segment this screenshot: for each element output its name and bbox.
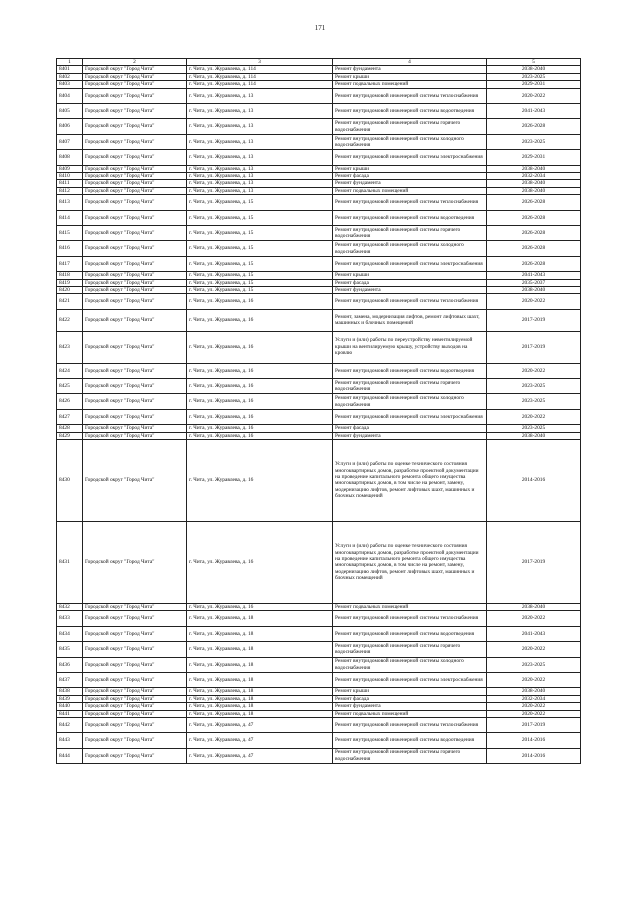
cell-row-number: 8412 — [57, 187, 83, 194]
cell-row-number: 8425 — [57, 378, 83, 393]
cell-municipality: Городской округ "Город Чита" — [83, 286, 187, 293]
cell-period: 2026-2028 — [487, 119, 581, 134]
cell-period: 2038-2040 — [487, 187, 581, 194]
cell-row-number: 8442 — [57, 717, 83, 732]
cell-address: г. Чита, ул. Журавлева, д. 16 — [187, 432, 333, 439]
cell-row-number: 8409 — [57, 165, 83, 172]
table-row — [57, 309, 581, 331]
cell-municipality: Городской округ "Город Чита" — [83, 241, 187, 256]
cell-period: 2029-2031 — [487, 81, 581, 88]
cell-address: г. Чита, ул. Журавлева, д. 16 — [187, 439, 333, 521]
cell-municipality: Городской округ "Город Чита" — [83, 611, 187, 626]
cell-work-type: Ремонт крыши — [333, 165, 487, 172]
table-row — [57, 187, 581, 194]
cell-municipality: Городской округ "Город Чита" — [83, 309, 187, 331]
table-row — [57, 172, 581, 179]
cell-work-type: Ремонт внутридомовой инженерной системы горячего водоснабжения — [333, 225, 487, 240]
cell-row-number: 8444 — [57, 748, 83, 763]
cell-address: г. Чита, ул. Журавлева, д. 16 — [187, 409, 333, 424]
cell-work-type: Ремонт фасада — [333, 279, 487, 286]
table-row — [57, 432, 581, 439]
cell-municipality: Городской округ "Город Чита" — [83, 172, 187, 179]
column-header-5: 5 — [487, 59, 581, 66]
cell-work-type: Ремонт фасада — [333, 425, 487, 432]
cell-period: 2023-2025 — [487, 394, 581, 409]
table-row — [57, 210, 581, 225]
cell-row-number: 8431 — [57, 521, 83, 603]
cell-municipality: Городской округ "Город Чита" — [83, 272, 187, 279]
cell-work-type: Ремонт фундамента — [333, 703, 487, 710]
cell-address: г. Чита, ул. Журавлева, д. 18 — [187, 611, 333, 626]
cell-address: г. Чита, ул. Журавлева, д. 16 — [187, 294, 333, 309]
cell-address: г. Чита, ул. Журавлева, д. 13 — [187, 88, 333, 103]
cell-work-type: Ремонт внутридомовой инженерной системы водоотведения — [333, 733, 487, 748]
cell-address: г. Чита, ул. Журавлева, д. 13 — [187, 187, 333, 194]
table-row — [57, 748, 581, 763]
cell-address: г. Чита, ул. Журавлева, д. 15 — [187, 225, 333, 240]
table-row — [57, 657, 581, 672]
cell-address: г. Чита, ул. Журавлева, д. 15 — [187, 256, 333, 271]
repair-schedule-table — [56, 58, 581, 764]
cell-municipality: Городской округ "Город Чита" — [83, 603, 187, 610]
cell-row-number: 8436 — [57, 657, 83, 672]
cell-row-number: 8432 — [57, 603, 83, 610]
cell-row-number: 8420 — [57, 286, 83, 293]
cell-period: 2038-2040 — [487, 603, 581, 610]
cell-address: г. Чита, ул. Журавлева, д. 13 — [187, 134, 333, 149]
cell-address: г. Чита, ул. Журавлева, д. 13 — [187, 150, 333, 165]
cell-period: 2020-2022 — [487, 703, 581, 710]
cell-period: 2020-2022 — [487, 672, 581, 687]
cell-address: г. Чита, ул. Журавлева, д. 15 — [187, 272, 333, 279]
cell-row-number: 8413 — [57, 195, 83, 210]
table-row — [57, 611, 581, 626]
table-row — [57, 710, 581, 717]
cell-period: 2026-2028 — [487, 225, 581, 240]
cell-municipality: Городской округ "Город Чита" — [83, 717, 187, 732]
cell-work-type: Ремонт внутридомовой инженерной системы горячего водоснабжения — [333, 119, 487, 134]
cell-period: 2020-2022 — [487, 363, 581, 378]
cell-row-number: 8414 — [57, 210, 83, 225]
cell-period: 2032-2034 — [487, 695, 581, 702]
cell-row-number: 8407 — [57, 134, 83, 149]
cell-municipality: Городской округ "Город Чита" — [83, 195, 187, 210]
cell-row-number: 8439 — [57, 695, 83, 702]
column-header-2: 2 — [83, 59, 187, 66]
cell-work-type: Ремонт внутридомовой инженерной системы водоотведения — [333, 104, 487, 119]
cell-work-type: Ремонт внутридомовой инженерной системы электроснабжения — [333, 409, 487, 424]
cell-municipality: Городской округ "Город Чита" — [83, 748, 187, 763]
table-row — [57, 439, 581, 521]
cell-address: г. Чита, ул. Журавлева, д. 16 — [187, 521, 333, 603]
cell-row-number: 8417 — [57, 256, 83, 271]
table-row — [57, 165, 581, 172]
cell-work-type: Ремонт, замена, модернизация лифтов, ремонт лифтовых шахт, машинных и блочных помещений — [333, 309, 487, 331]
cell-row-number: 8437 — [57, 672, 83, 687]
cell-address: г. Чита, ул. Журавлева, д. 18 — [187, 695, 333, 702]
cell-municipality: Городской округ "Город Чита" — [83, 425, 187, 432]
cell-work-type: Ремонт фасада — [333, 172, 487, 179]
cell-work-type: Ремонт внутридомовой инженерной системы холодного водоснабжения — [333, 241, 487, 256]
cell-address: г. Чита, ул. Журавлева, д. 15 — [187, 241, 333, 256]
cell-row-number: 8429 — [57, 432, 83, 439]
table-row — [57, 642, 581, 657]
cell-row-number: 8430 — [57, 439, 83, 521]
cell-period: 2038-2040 — [487, 66, 581, 73]
table-row — [57, 695, 581, 702]
cell-address: г. Чита, ул. Журавлева, д. 16 — [187, 425, 333, 432]
cell-period: 2020-2022 — [487, 294, 581, 309]
table-row — [57, 104, 581, 119]
cell-municipality: Городской округ "Город Чита" — [83, 521, 187, 603]
cell-period: 2020-2022 — [487, 409, 581, 424]
cell-address: г. Чита, ул. Журавлева, д. 16 — [187, 331, 333, 363]
cell-municipality: Городской округ "Город Чита" — [83, 210, 187, 225]
cell-row-number: 8402 — [57, 73, 83, 80]
cell-period: 2017-2019 — [487, 331, 581, 363]
cell-address: г. Чита, ул. Журавлева, д. 13 — [187, 104, 333, 119]
cell-municipality: Городской округ "Город Чита" — [83, 378, 187, 393]
cell-municipality: Городской округ "Город Чита" — [83, 88, 187, 103]
table-row — [57, 733, 581, 748]
cell-address: г. Чита, ул. Журавлева, д. 18 — [187, 672, 333, 687]
cell-work-type: Ремонт подвальных помещений — [333, 187, 487, 194]
column-header-4: 4 — [333, 59, 487, 66]
cell-address: г. Чита, ул. Журавлева, д. 13 — [187, 119, 333, 134]
table-row — [57, 703, 581, 710]
cell-row-number: 8411 — [57, 180, 83, 187]
cell-period: 2023-2025 — [487, 378, 581, 393]
table-body — [57, 66, 581, 764]
cell-work-type: Ремонт крыши — [333, 688, 487, 695]
cell-address: г. Чита, ул. Журавлева, д. 16 — [187, 394, 333, 409]
cell-row-number: 8443 — [57, 733, 83, 748]
cell-period: 2038-2040 — [487, 688, 581, 695]
table-row — [57, 626, 581, 641]
table-row — [57, 286, 581, 293]
cell-row-number: 8426 — [57, 394, 83, 409]
cell-address: г. Чита, ул. Журавлева, д. 18 — [187, 688, 333, 695]
cell-row-number: 8423 — [57, 331, 83, 363]
cell-address: г. Чита, ул. Журавлева, д. 47 — [187, 733, 333, 748]
table-row — [57, 521, 581, 603]
cell-work-type: Ремонт фундамента — [333, 286, 487, 293]
cell-address: г. Чита, ул. Журавлева, д. 18 — [187, 626, 333, 641]
cell-row-number: 8441 — [57, 710, 83, 717]
table-row — [57, 672, 581, 687]
cell-row-number: 8403 — [57, 81, 83, 88]
cell-work-type: Ремонт внутридомовой инженерной системы водоотведения — [333, 363, 487, 378]
cell-work-type: Ремонт внутридомовой инженерной системы теплоснабжения — [333, 88, 487, 103]
cell-work-type: Услуги и (или) работы по оценке технического состояния многоквартирных домов, разработке проектной документации на проведение капитального ремонта общего имущества многоквартирных домов, в том числе на ремонт, замену, модернизацию лифтов, ремонт лифтовых шахт, машинных и блочных помещений — [333, 439, 487, 521]
cell-work-type: Ремонт внутридомовой инженерной системы теплоснабжения — [333, 717, 487, 732]
cell-work-type: Ремонт внутридомовой инженерной системы холодного водоснабжения — [333, 394, 487, 409]
cell-address: г. Чита, ул. Журавлева, д. 16 — [187, 363, 333, 378]
cell-work-type: Ремонт внутридомовой инженерной системы холодного водоснабжения — [333, 657, 487, 672]
cell-municipality: Городской округ "Город Чита" — [83, 66, 187, 73]
cell-municipality: Городской округ "Город Чита" — [83, 180, 187, 187]
cell-period: 2038-2040 — [487, 165, 581, 172]
cell-address: г. Чита, ул. Журавлева, д. 15 — [187, 279, 333, 286]
table-row — [57, 603, 581, 610]
cell-municipality: Городской округ "Город Чита" — [83, 119, 187, 134]
cell-period: 2014-2016 — [487, 439, 581, 521]
cell-municipality: Городской округ "Город Чита" — [83, 187, 187, 194]
cell-row-number: 8415 — [57, 225, 83, 240]
cell-row-number: 8435 — [57, 642, 83, 657]
cell-address: г. Чита, ул. Журавлева, д. 15 — [187, 210, 333, 225]
cell-work-type: Ремонт внутридомовой инженерной системы электроснабжения — [333, 672, 487, 687]
cell-municipality: Городской округ "Город Чита" — [83, 394, 187, 409]
table-row — [57, 717, 581, 732]
table-row — [57, 256, 581, 271]
cell-address: г. Чита, ул. Журавлева, д. 18 — [187, 710, 333, 717]
cell-municipality: Городской округ "Город Чита" — [83, 165, 187, 172]
cell-work-type: Ремонт крыши — [333, 73, 487, 80]
page-number: 171 — [314, 24, 326, 32]
table-row — [57, 378, 581, 393]
cell-municipality: Городской округ "Город Чита" — [83, 104, 187, 119]
cell-municipality: Городской округ "Город Чита" — [83, 81, 187, 88]
cell-row-number: 8438 — [57, 688, 83, 695]
cell-period: 2023-2025 — [487, 657, 581, 672]
cell-municipality: Городской округ "Город Чита" — [83, 294, 187, 309]
cell-work-type: Ремонт внутридомовой инженерной системы горячего водоснабжения — [333, 642, 487, 657]
cell-municipality: Городской округ "Город Чита" — [83, 409, 187, 424]
cell-municipality: Городской округ "Город Чита" — [83, 279, 187, 286]
cell-municipality: Городской округ "Город Чита" — [83, 150, 187, 165]
cell-row-number: 8410 — [57, 172, 83, 179]
cell-row-number: 8419 — [57, 279, 83, 286]
cell-period: 2020-2022 — [487, 642, 581, 657]
cell-work-type: Услуги и (или) работы по оценке технического состояния многоквартирных домов, разработке проектной документации на проведение капитального ремонта общего имущества многоквартирных домов, в том числе на ремонт, замену, модернизацию лифтов, ремонт лифтовых шахт, машинных и блочных помещений — [333, 521, 487, 603]
cell-work-type: Ремонт внутридомовой инженерной системы водоотведения — [333, 210, 487, 225]
cell-period: 2032-2034 — [487, 172, 581, 179]
cell-work-type: Ремонт внутридомовой инженерной системы электроснабжения — [333, 256, 487, 271]
table-row — [57, 363, 581, 378]
cell-work-type: Ремонт внутридомовой инженерной системы водоотведения — [333, 626, 487, 641]
cell-work-type: Ремонт фасада — [333, 695, 487, 702]
cell-period: 2017-2019 — [487, 309, 581, 331]
cell-work-type: Ремонт внутридомовой инженерной системы теплоснабжения — [333, 294, 487, 309]
cell-period: 2017-2019 — [487, 521, 581, 603]
cell-municipality: Городской округ "Город Чита" — [83, 703, 187, 710]
cell-work-type: Ремонт подвальных помещений — [333, 710, 487, 717]
cell-work-type: Ремонт внутридомовой инженерной системы теплоснабжения — [333, 611, 487, 626]
cell-municipality: Городской округ "Город Чита" — [83, 710, 187, 717]
table-row — [57, 134, 581, 149]
cell-period: 2026-2028 — [487, 210, 581, 225]
cell-municipality: Городской округ "Город Чита" — [83, 73, 187, 80]
cell-municipality: Городской округ "Город Чита" — [83, 331, 187, 363]
cell-row-number: 8428 — [57, 425, 83, 432]
cell-address: г. Чита, ул. Журавлева, д. 47 — [187, 748, 333, 763]
cell-period: 2014-2016 — [487, 733, 581, 748]
cell-work-type: Ремонт подвальных помещений — [333, 603, 487, 610]
cell-municipality: Городской округ "Город Чита" — [83, 733, 187, 748]
table-header-row — [57, 59, 581, 66]
table-row — [57, 425, 581, 432]
cell-address: г. Чита, ул. Журавлева, д. 16 — [187, 378, 333, 393]
cell-work-type: Ремонт внутридомовой инженерной системы теплоснабжения — [333, 195, 487, 210]
table-row — [57, 394, 581, 409]
cell-work-type: Услуги и (или) работы по переустройству невентилируемой крыши на вентилируемую крышу, устройству выходов на кровлю — [333, 331, 487, 363]
cell-address: г. Чита, ул. Журавлева, д. 13 — [187, 172, 333, 179]
cell-period: 2014-2016 — [487, 748, 581, 763]
cell-work-type: Ремонт подвальных помещений — [333, 81, 487, 88]
cell-work-type: Ремонт внутридомовой инженерной системы холодного водоснабжения — [333, 134, 487, 149]
table-row — [57, 331, 581, 363]
cell-period: 2023-2025 — [487, 73, 581, 80]
cell-period: 2026-2028 — [487, 256, 581, 271]
cell-period: 2023-2025 — [487, 134, 581, 149]
cell-row-number: 8422 — [57, 309, 83, 331]
cell-period: 2017-2019 — [487, 717, 581, 732]
cell-period: 2038-2040 — [487, 286, 581, 293]
cell-period: 2035-2037 — [487, 279, 581, 286]
cell-work-type: Ремонт фундамента — [333, 180, 487, 187]
cell-municipality: Городской округ "Город Чита" — [83, 642, 187, 657]
cell-period: 2029-2031 — [487, 150, 581, 165]
table-row — [57, 66, 581, 73]
cell-municipality: Городской округ "Город Чита" — [83, 657, 187, 672]
cell-row-number: 8427 — [57, 409, 83, 424]
cell-period: 2020-2022 — [487, 611, 581, 626]
cell-work-type: Ремонт фундамента — [333, 66, 487, 73]
cell-work-type: Ремонт внутридомовой инженерной системы электроснабжения — [333, 150, 487, 165]
cell-row-number: 8424 — [57, 363, 83, 378]
cell-address: г. Чита, ул. Журавлева, д. 114 — [187, 66, 333, 73]
cell-address: г. Чита, ул. Журавлева, д. 15 — [187, 286, 333, 293]
cell-municipality: Городской округ "Город Чита" — [83, 134, 187, 149]
table-row — [57, 241, 581, 256]
cell-row-number: 8418 — [57, 272, 83, 279]
cell-municipality: Городской округ "Город Чита" — [83, 688, 187, 695]
cell-row-number: 8408 — [57, 150, 83, 165]
cell-row-number: 8433 — [57, 611, 83, 626]
column-header-1: 1 — [57, 59, 83, 66]
table-row — [57, 195, 581, 210]
table-row — [57, 119, 581, 134]
table-row — [57, 272, 581, 279]
cell-work-type: Ремонт внутридомовой инженерной системы горячего водоснабжения — [333, 748, 487, 763]
cell-address: г. Чита, ул. Журавлева, д. 16 — [187, 603, 333, 610]
cell-address: г. Чита, ул. Журавлева, д. 18 — [187, 642, 333, 657]
cell-municipality: Городской округ "Город Чита" — [83, 225, 187, 240]
table-row — [57, 81, 581, 88]
table-row — [57, 88, 581, 103]
cell-address: г. Чита, ул. Журавлева, д. 16 — [187, 309, 333, 331]
cell-row-number: 8405 — [57, 104, 83, 119]
table-row — [57, 150, 581, 165]
table-row — [57, 73, 581, 80]
cell-address: г. Чита, ул. Журавлева, д. 15 — [187, 195, 333, 210]
cell-municipality: Городской округ "Город Чита" — [83, 363, 187, 378]
cell-address: г. Чита, ул. Журавлева, д. 114 — [187, 73, 333, 80]
table-row — [57, 294, 581, 309]
cell-address: г. Чита, ул. Журавлева, д. 18 — [187, 657, 333, 672]
cell-address: г. Чита, ул. Журавлева, д. 13 — [187, 180, 333, 187]
table-row — [57, 409, 581, 424]
cell-municipality: Городской округ "Город Чита" — [83, 256, 187, 271]
cell-row-number: 8416 — [57, 241, 83, 256]
table-row — [57, 180, 581, 187]
cell-row-number: 8434 — [57, 626, 83, 641]
cell-municipality: Городской округ "Город Чита" — [83, 626, 187, 641]
cell-work-type: Ремонт фундамента — [333, 432, 487, 439]
cell-address: г. Чита, ул. Журавлева, д. 47 — [187, 717, 333, 732]
cell-row-number: 8421 — [57, 294, 83, 309]
column-header-3: 3 — [187, 59, 333, 66]
cell-municipality: Городской округ "Город Чита" — [83, 432, 187, 439]
cell-address: г. Чита, ул. Журавлева, д. 18 — [187, 703, 333, 710]
table-row — [57, 279, 581, 286]
table-row — [57, 225, 581, 240]
cell-municipality: Городской округ "Город Чита" — [83, 672, 187, 687]
table-row — [57, 688, 581, 695]
cell-period: 2026-2028 — [487, 195, 581, 210]
cell-period: 2041-2043 — [487, 272, 581, 279]
cell-work-type: Ремонт внутридомовой инженерной системы горячего водоснабжения — [333, 378, 487, 393]
cell-work-type: Ремонт крыши — [333, 272, 487, 279]
cell-period: 2020-2022 — [487, 710, 581, 717]
cell-address: г. Чита, ул. Журавлева, д. 13 — [187, 165, 333, 172]
cell-period: 2041-2043 — [487, 104, 581, 119]
cell-period: 2020-2022 — [487, 88, 581, 103]
cell-row-number: 8401 — [57, 66, 83, 73]
cell-period: 2038-2040 — [487, 180, 581, 187]
cell-period: 2041-2043 — [487, 626, 581, 641]
cell-row-number: 8404 — [57, 88, 83, 103]
cell-row-number: 8406 — [57, 119, 83, 134]
cell-period: 2026-2028 — [487, 241, 581, 256]
cell-period: 2023-2025 — [487, 425, 581, 432]
cell-municipality: Городской округ "Город Чита" — [83, 695, 187, 702]
cell-row-number: 8440 — [57, 703, 83, 710]
cell-period: 2038-2040 — [487, 432, 581, 439]
cell-municipality: Городской округ "Город Чита" — [83, 439, 187, 521]
cell-address: г. Чита, ул. Журавлева, д. 114 — [187, 81, 333, 88]
